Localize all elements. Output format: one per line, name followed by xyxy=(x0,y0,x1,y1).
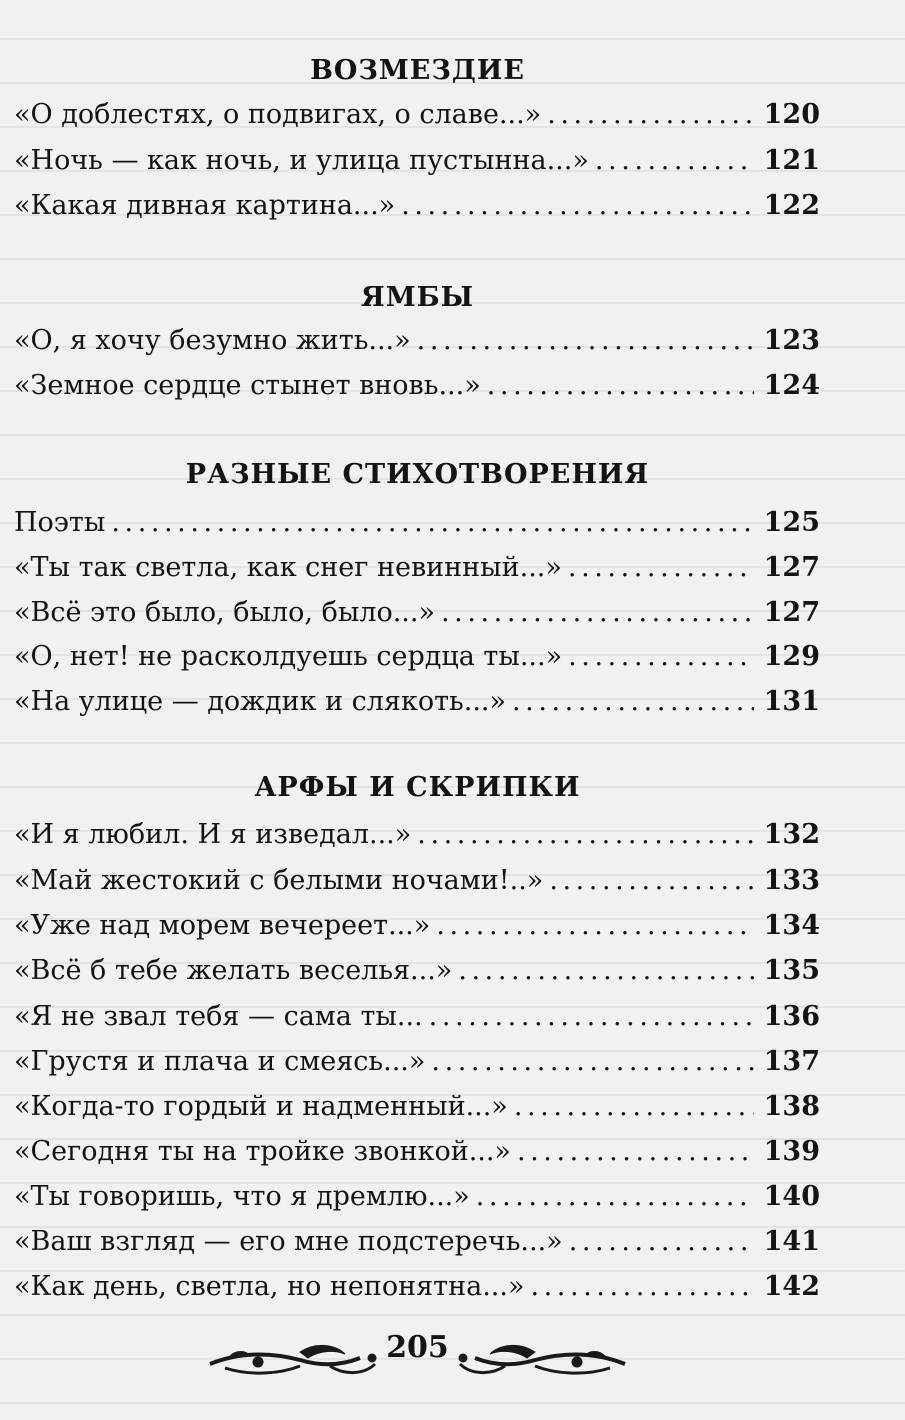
toc-entry xyxy=(14,500,820,540)
toc-entry xyxy=(14,679,820,719)
toc-entry-page: 139 xyxy=(763,1136,820,1167)
toc-leader-dots xyxy=(595,144,754,178)
toc-entry-page: 133 xyxy=(763,865,820,896)
toc-entry-page: 121 xyxy=(763,145,820,176)
toc-entry xyxy=(14,1129,820,1169)
toc-entry-title: «О, нет! не расколдуешь сердца ты...» xyxy=(14,641,563,672)
toc-entry-page: 120 xyxy=(763,99,820,130)
toc-entry-title: «И я любил. И я изведал...» xyxy=(14,819,412,850)
toc-entry-page: 122 xyxy=(763,190,820,221)
toc-leader-dots xyxy=(530,1270,754,1304)
toc-entry-title: «Грустя и плача и смеясь...» xyxy=(14,1046,426,1077)
toc-leader-dots xyxy=(458,954,754,988)
toc-entry-title: «На улице — дождик и слякоть...» xyxy=(14,686,506,717)
toc-entry-title: «Я не звал тебя — сама ты... xyxy=(14,1001,423,1032)
toc-entry-title: «Когда-то гордый и надменный...» xyxy=(14,1091,508,1122)
toc-entry xyxy=(14,1084,820,1124)
toc-entry-title: «Какая дивная картина...» xyxy=(14,190,396,221)
toc-leader-dots xyxy=(569,1225,754,1259)
section-title-yamby: ЯМБЫ xyxy=(360,282,475,313)
toc-entry-title: «Ты говоришь, что я дремлю...» xyxy=(14,1181,470,1212)
toc-entry-page: 127 xyxy=(763,597,820,628)
toc-leader-dots xyxy=(547,98,754,132)
toc-leader-dots xyxy=(476,1180,754,1214)
toc-entry-title: «Сегодня ты на тройке звонкой...» xyxy=(14,1136,511,1167)
toc-entry-title: «Май жестокий с белыми ночами!..» xyxy=(14,865,544,896)
toc-entry-page: 137 xyxy=(763,1046,820,1077)
toc-entry-title: «Ты так светла, как снег невинный...» xyxy=(14,552,562,583)
toc-entry-title: «Как день, светла, но непонятна...» xyxy=(14,1271,525,1302)
toc-entry-page: 124 xyxy=(763,370,820,401)
toc-entry xyxy=(14,92,820,132)
toc-entry-title: «Ночь — как ночь, и улица пустынна...» xyxy=(14,145,589,176)
toc-entry-page: 140 xyxy=(763,1181,820,1212)
toc-entry xyxy=(14,1264,820,1304)
section-title-raznye-stikhotvoreniya: РАЗНЫЕ СТИХОТВОРЕНИЯ xyxy=(185,459,650,490)
toc-entry xyxy=(14,858,820,898)
toc-entry-title: «О доблестях, о подвигах, о славе...» xyxy=(14,99,542,130)
toc-leader-dots xyxy=(568,551,754,585)
toc-leader-dots xyxy=(431,1045,754,1079)
toc-entry-page: 123 xyxy=(763,325,820,356)
page-number: 205 xyxy=(386,1330,449,1365)
toc-entry-title: Поэты xyxy=(14,507,106,538)
toc-entry xyxy=(14,318,820,358)
toc-entry-page: 136 xyxy=(763,1001,820,1032)
toc-entry xyxy=(14,138,820,178)
toc-entry-title: «Ваш взгляд — его мне подстеречь...» xyxy=(14,1226,563,1257)
toc-entry xyxy=(14,948,820,988)
toc-leader-dots xyxy=(441,596,754,630)
toc-entry-page: 138 xyxy=(763,1091,820,1122)
toc-leader-dots xyxy=(568,640,754,674)
toc-leader-dots xyxy=(111,506,754,540)
toc-leader-dots xyxy=(417,324,754,358)
toc-entry xyxy=(14,903,820,943)
toc-entry xyxy=(14,634,820,674)
toc-entry xyxy=(14,590,820,630)
toc-entry xyxy=(14,994,820,1034)
toc-entry-page: 132 xyxy=(763,819,820,850)
toc-entry-page: 127 xyxy=(763,552,820,583)
toc-entry-title: «Всё б тебе желать веселья...» xyxy=(14,955,453,986)
toc-leader-dots xyxy=(487,369,754,403)
toc-entry-page: 129 xyxy=(763,641,820,672)
toc-entry-title: «Уже над морем вечереет...» xyxy=(14,910,431,941)
toc-entry-page: 134 xyxy=(763,910,820,941)
toc-entry-page: 135 xyxy=(763,955,820,986)
toc-leader-dots xyxy=(436,909,754,943)
toc-leader-dots xyxy=(517,1135,754,1169)
section-title-arfy-i-skripki: АРФЫ И СКРИПКИ xyxy=(254,772,581,803)
toc-entry xyxy=(14,1219,820,1259)
toc-leader-dots xyxy=(429,1000,754,1034)
toc-entry xyxy=(14,1174,820,1214)
toc-entry-page: 131 xyxy=(763,686,820,717)
toc-entry xyxy=(14,545,820,585)
toc-entry xyxy=(14,1039,820,1079)
toc-leader-dots xyxy=(401,189,754,223)
toc-entry-page: 142 xyxy=(763,1271,820,1302)
toc-leader-dots xyxy=(549,864,754,898)
toc-entry-page: 125 xyxy=(763,507,820,538)
toc-entry-title: «Земное сердце стынет вновь...» xyxy=(14,370,481,401)
toc-entry xyxy=(14,363,820,403)
section-title-vozmezdie: ВОЗМЕЗДИЕ xyxy=(310,55,525,86)
toc-entry xyxy=(14,183,820,223)
toc-leader-dots xyxy=(417,818,754,852)
toc-entry-page: 141 xyxy=(763,1226,820,1257)
toc-leader-dots xyxy=(514,1090,754,1124)
toc-leader-dots xyxy=(512,685,754,719)
toc-entry xyxy=(14,812,820,852)
toc-entry-title: «Всё это было, было, было...» xyxy=(14,597,435,628)
toc-entry-title: «О, я хочу безумно жить...» xyxy=(14,325,411,356)
